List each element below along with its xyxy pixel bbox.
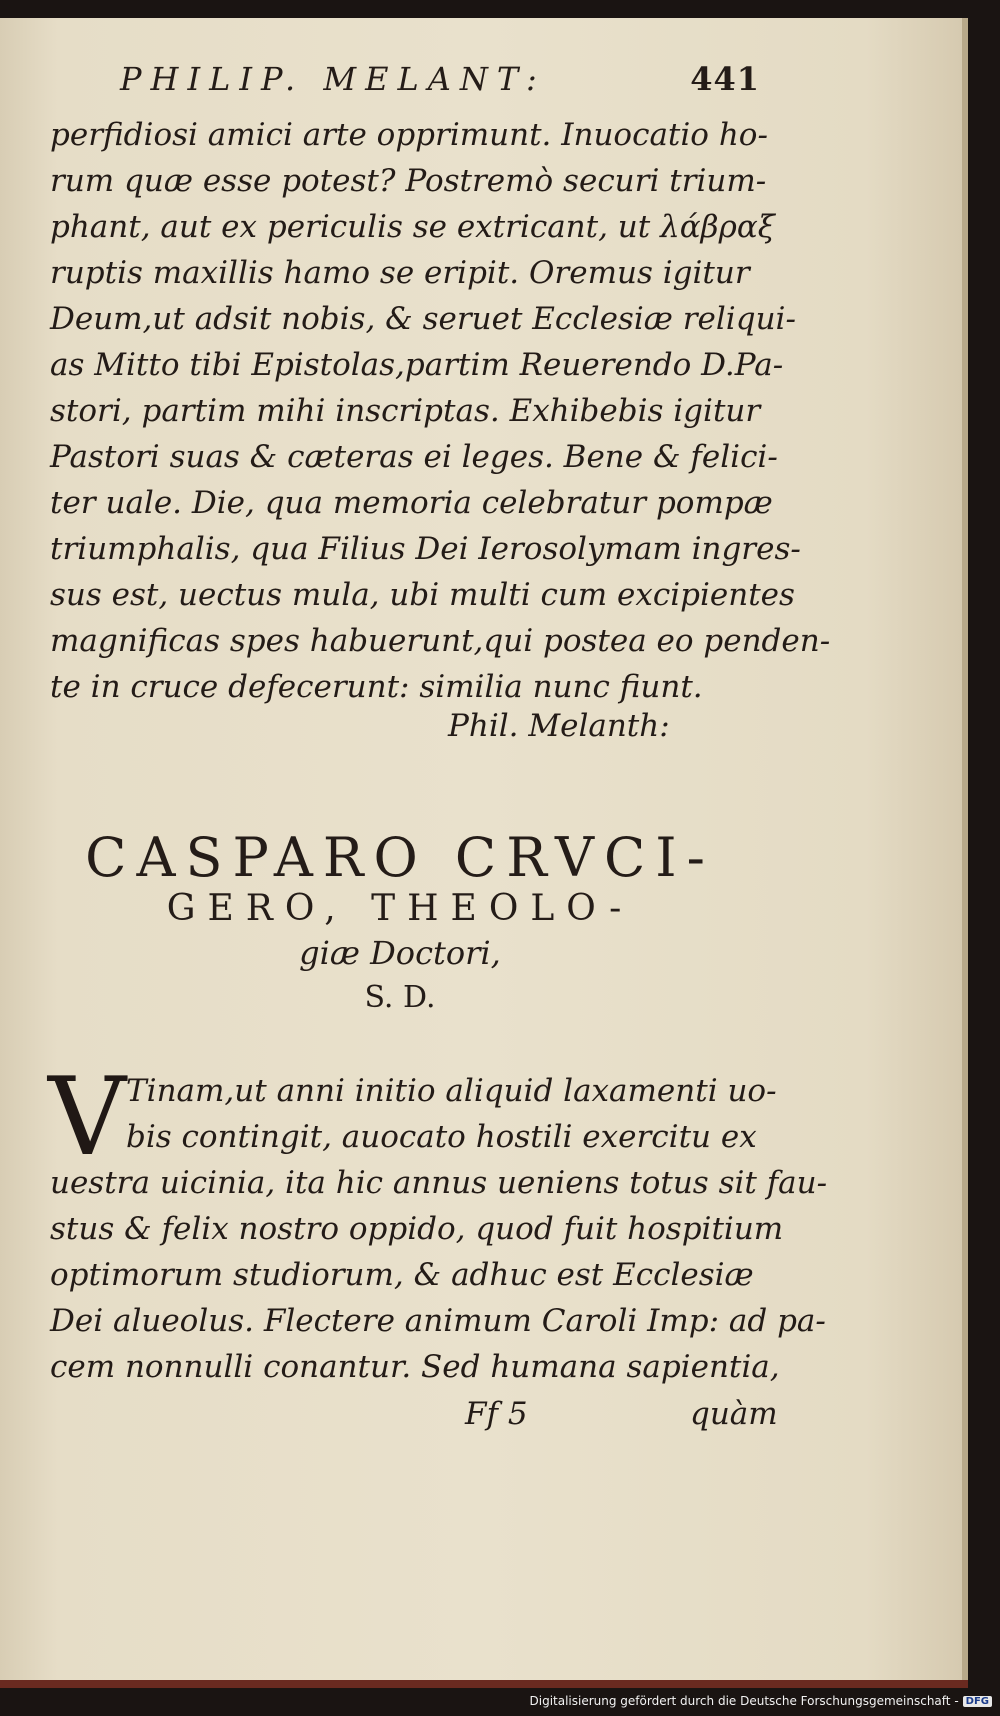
letter-1-text — [50, 112, 831, 710]
text-line: magnificas spes habuerunt,qui postea eo penden- — [50, 623, 831, 659]
catchword: quàm — [690, 1396, 778, 1432]
text-line: cem nonnulli conantur. Sed humana sapientia, — [50, 1349, 780, 1385]
text-line: bis contingit, auocato hostili exercitu ex — [126, 1119, 757, 1155]
text-line: sus est, uectus mula, ubi multi cum excipientes — [50, 577, 795, 613]
text-line: Deum,ut adsit nobis, & seruet Ecclesiæ reliqui- — [50, 301, 796, 337]
text-line: Pastori suas & cæteras ei leges. Bene & felici- — [50, 439, 778, 475]
text-line: uestra uicinia, ita hic annus ueniens totus sit fau- — [50, 1165, 828, 1201]
text-line: phant, aut ex periculis se extricant, ut λάβραξ — [50, 209, 775, 245]
signature: Phil. Melanth: — [448, 708, 670, 744]
signature-mark: Ff 5 — [465, 1396, 528, 1432]
credit-text: Digitalisierung gefördert durch die Deutsche Forschungsgemeinschaft - — [529, 1694, 959, 1708]
letter-heading-line-4: S. D. — [364, 980, 436, 1015]
digitization-credit — [530, 1692, 993, 1710]
dfg-logo-icon: DFG — [963, 1696, 992, 1707]
letter-heading-line-3: giæ Doctori, — [299, 934, 501, 972]
text-line: Dei alueolus. Flectere animum Caroli Imp: ad pa- — [50, 1303, 826, 1339]
text-line: te in cruce defecerunt: similia nunc fiunt. — [50, 669, 703, 705]
text-line: ruptis maxillis hamo se eripit. Oremus igitur — [50, 255, 750, 291]
text-line: stori, partim mihi inscriptas. Exhibebis igitur — [50, 393, 761, 429]
letter-heading-line-1: CASPARO CRVCI- — [85, 826, 715, 889]
running-head: PHILIP. MELANT: — [120, 60, 546, 98]
text-line: rum quæ esse potest? Postremò securi trium- — [50, 163, 767, 199]
letter-heading-line-2: GERO, THEOLO- — [166, 888, 634, 929]
letter-2-text — [50, 1068, 828, 1390]
text-line: triumphalis, qua Filius Dei Ierosolymam ingres- — [50, 531, 801, 567]
running-header — [120, 60, 760, 110]
text-line: ter uale. Die, qua memoria celebratur pompæ — [50, 485, 773, 521]
page-edge — [0, 1680, 968, 1688]
page-number: 441 — [690, 60, 760, 98]
text-line: as Mitto tibi Epistolas,partim Reuerendo D.Pa- — [50, 347, 784, 383]
text-line: stus & felix nostro oppido, quod fuit hospitium — [50, 1211, 784, 1247]
drop-cap: V — [48, 1055, 126, 1180]
text-line: Tinam,ut anni initio aliquid laxamenti uo- — [126, 1073, 777, 1109]
text-line: optimorum studiorum, & adhuc est Ecclesiæ — [50, 1257, 754, 1293]
text-line: perfidiosi amici arte opprimunt. Inuocatio ho- — [50, 117, 768, 153]
